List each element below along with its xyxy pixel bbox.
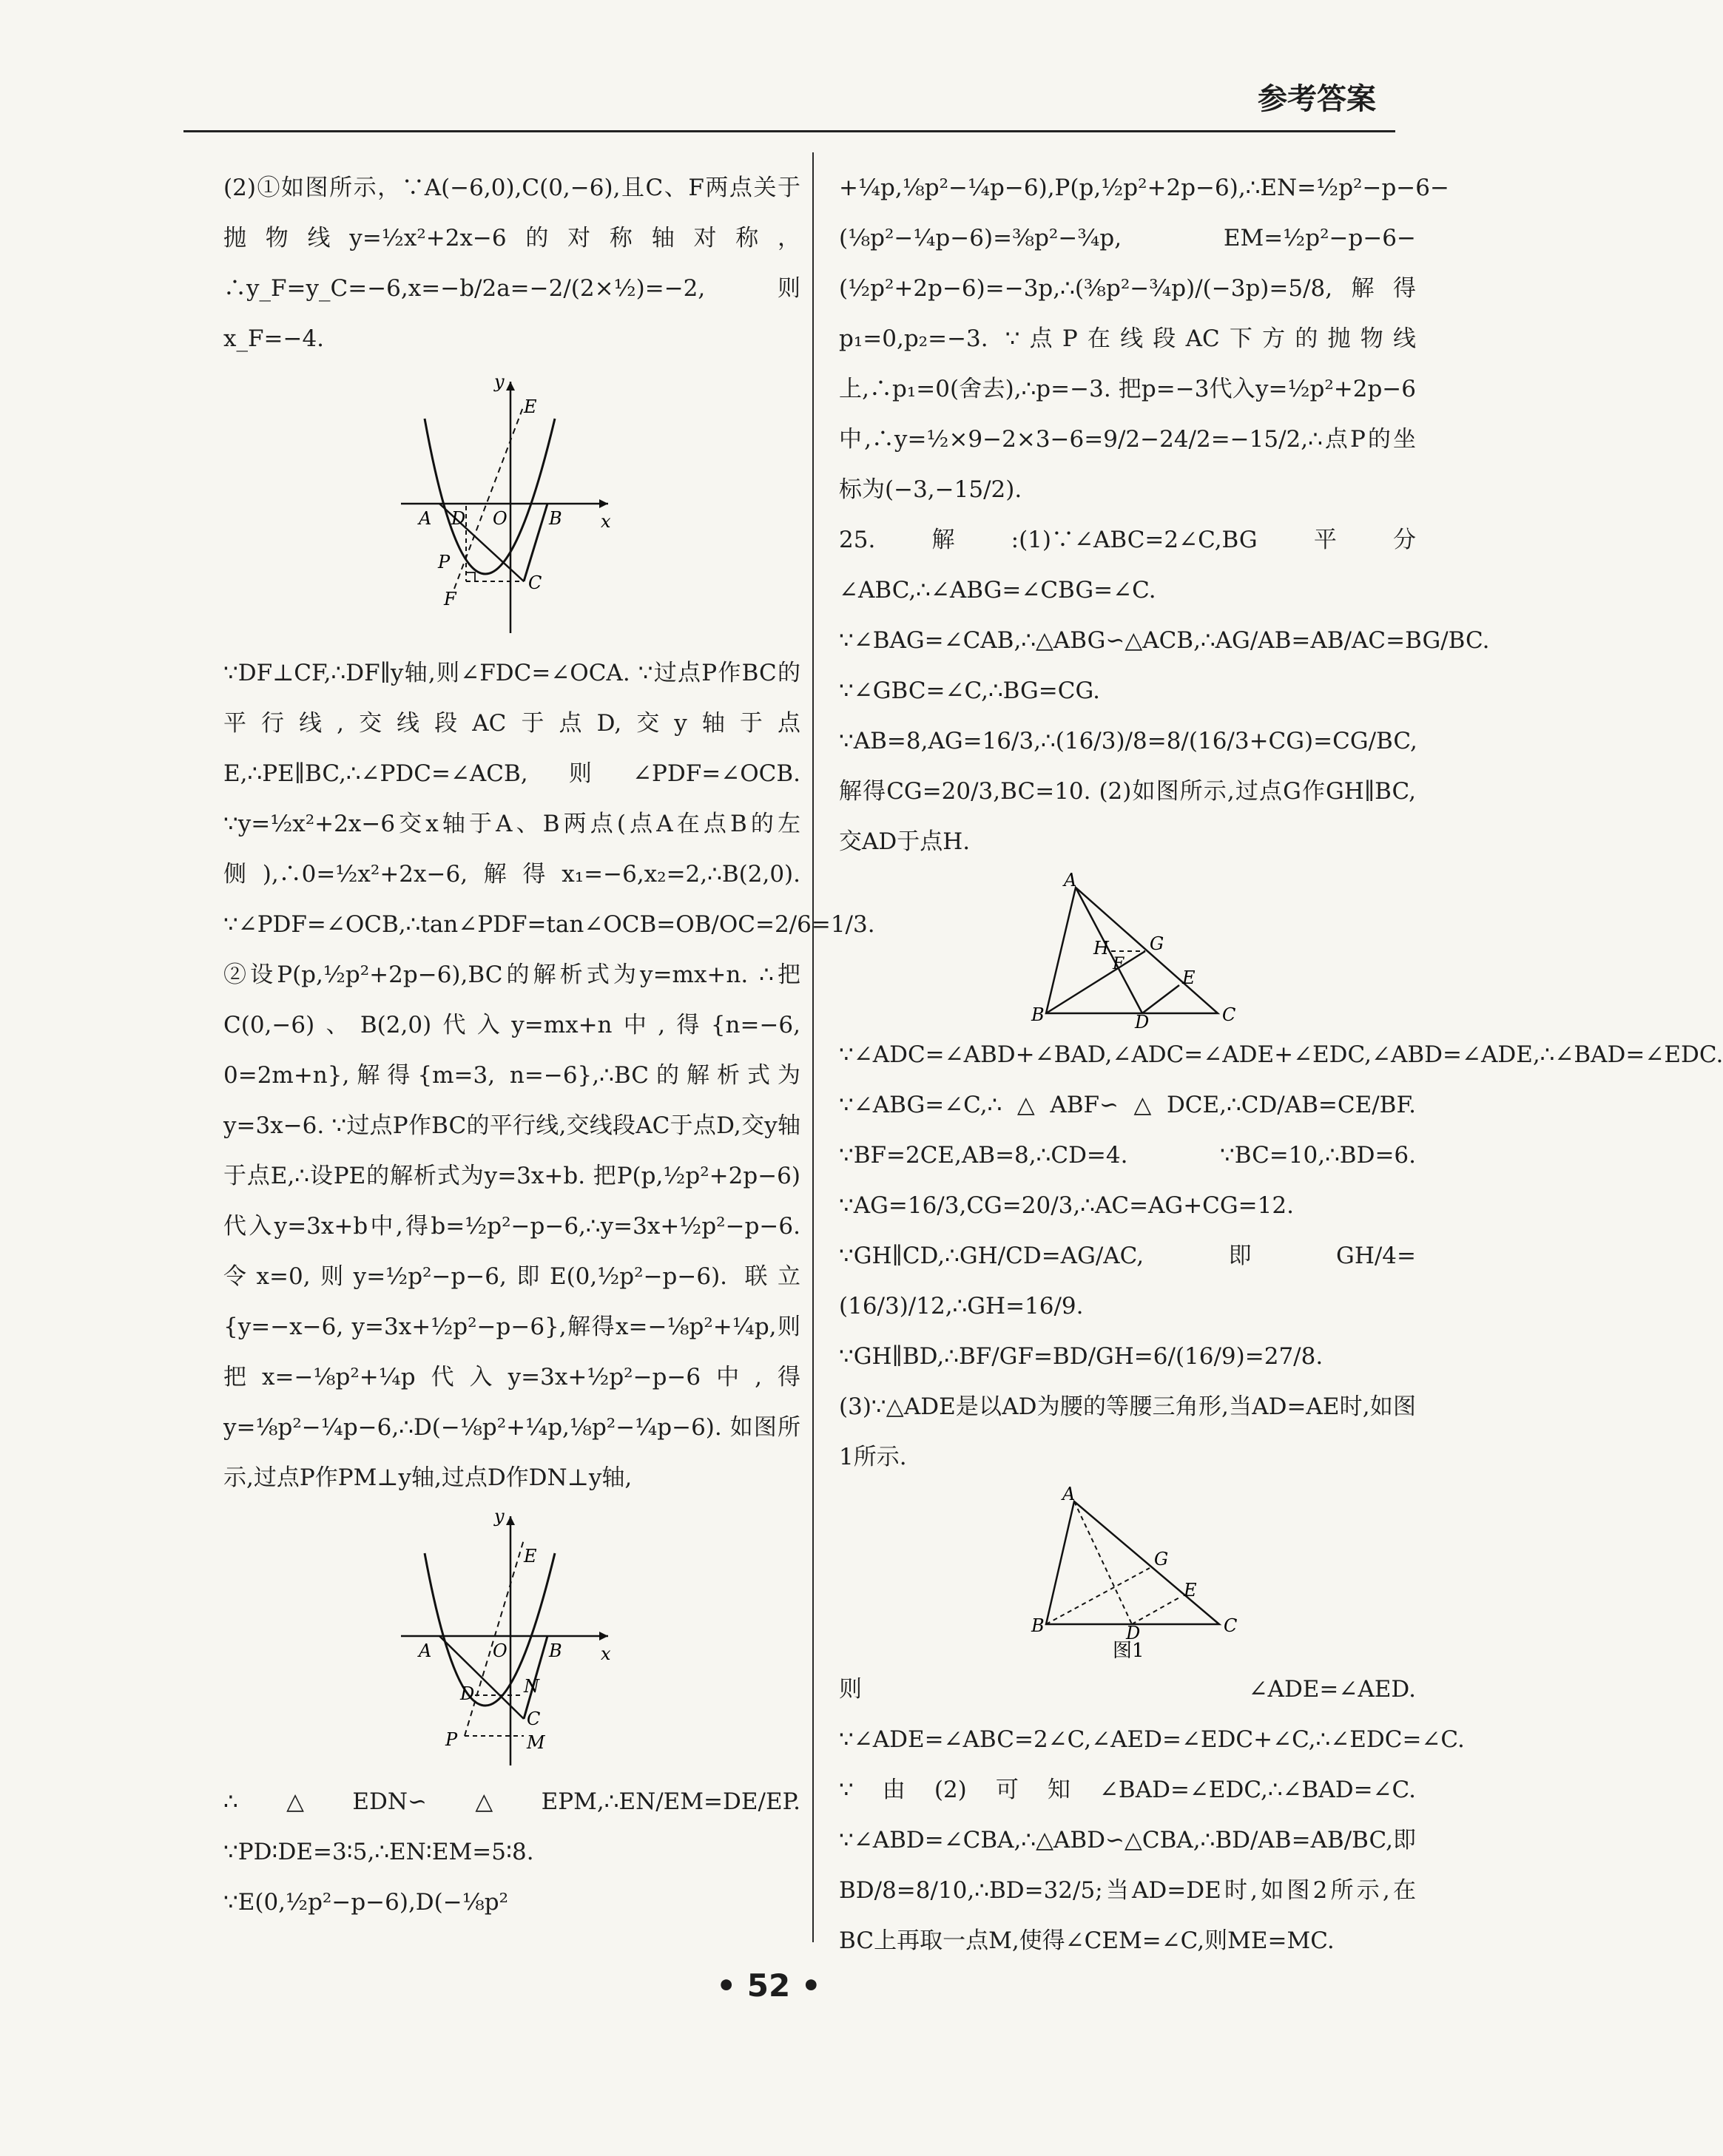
left-column bbox=[223, 163, 875, 1927]
fig2-label-n: N bbox=[524, 1676, 539, 1697]
fig2-label-b: B bbox=[549, 1640, 562, 1661]
triangle-figure-1 bbox=[1031, 1484, 1268, 1662]
header-rule bbox=[183, 130, 1395, 132]
page-header-title: 参考答案 bbox=[1258, 82, 1376, 116]
fig4-label-a: A bbox=[1062, 1484, 1076, 1504]
fig4-label-e: E bbox=[1184, 1580, 1197, 1601]
fig1-label-p: P bbox=[438, 552, 451, 572]
right-column bbox=[839, 163, 1723, 1966]
fig3-label-c: C bbox=[1222, 1004, 1236, 1025]
fig1-label-o: O bbox=[493, 508, 508, 529]
fig3-label-f: F bbox=[1113, 955, 1124, 973]
fig1-label-f: F bbox=[444, 589, 456, 609]
fig2-label-c: C bbox=[527, 1709, 541, 1729]
left-paragraph-4: ∴△EDN∽△EPM,∴EN/EM=DE/EP. ∵PD∶DE=3∶5,∴EN∶EM=5∶8. ∵E(0,½p²−p−6),D(−⅛p² bbox=[223, 1788, 800, 1916]
fig3-label-e: E bbox=[1182, 967, 1196, 988]
parabola-figure-1 bbox=[394, 371, 616, 641]
fig3-label-h: H bbox=[1093, 938, 1109, 959]
fig2-label-d: D bbox=[460, 1683, 475, 1704]
fig2-label-p: P bbox=[445, 1729, 458, 1750]
fig1-label-b: B bbox=[549, 508, 562, 529]
triangle-figure bbox=[1031, 870, 1268, 1033]
fig4-caption: 图1 bbox=[1113, 1640, 1144, 1662]
left-paragraph-1: (2)①如图所示，∵A(−6,0),C(0,−6),且C、F两点关于抛物线y=½x²+2x−6的对称轴对称，∴y_F=y_C=−6,x=−b/2a=−2/(2×½)=−2,则x_F=−4. bbox=[223, 175, 800, 352]
parabola-figure-2 bbox=[394, 1506, 616, 1769]
fig4-label-b: B bbox=[1031, 1615, 1045, 1636]
right-paragraph-3: ∵∠ADC=∠ABD+∠BAD,∠ADC=∠ADE+∠EDC,∠ABD=∠ADE,∴∠BAD=∠EDC. ∵∠ABG=∠C,∴△ABF∽△DCE,∴CD/AB=CE/BF. ∵BF=2CE,AB=8,∴CD=4. ∵BC=10,∴BD=6. ∵AG=16/3,CG=20/3,∴AC=AG+CG=12. ∵GH∥CD,∴GH/CD=AG/AC,即GH/4=(16/3)/12,∴GH=16/9. ∵GH∥BD,∴BF/GF=BD/GH=6/(16/9)=27/8. (3)∵△ADE是以AD为腰的等腰三角形,当AD=AE时,如图1所示. bbox=[839, 1041, 1723, 1470]
fig3-label-b: B bbox=[1031, 1004, 1045, 1025]
problem-25-paragraph: 25.解:(1)∵∠ABC=2∠C,BG平分∠ABC,∴∠ABG=∠CBG=∠C. ∵∠BAG=∠CAB,∴△ABG∽△ACB,∴AG/AB=AB/AC=BG/BC. ∵∠GBC=∠C,∴BG=CG. ∵AB=8,AG=16/3,∴(16/3)/8=8/(16/3+CG)=CG/BC,解得CG=20/3,BC=10. (2)如图所示,过点G作GH∥BC,交AD于点H. bbox=[839, 527, 1490, 855]
page-number: • 52 • bbox=[716, 1967, 821, 2004]
fig1-label-y: y bbox=[494, 371, 505, 392]
fig1-label-d: D bbox=[451, 508, 466, 529]
right-paragraph-4: 则∠ADE=∠AED. ∵∠ADE=∠ABC=2∠C,∠AED=∠EDC+∠C,∴∠EDC=∠C. ∵由(2)可知∠BAD=∠EDC,∴∠BAD=∠C. ∵∠ABD=∠CBA,∴△ABD∽△CBA,∴BD/AB=AB/BC,即BD/8=8/10,∴BD=32/5;当AD=DE时,如图2所示,在BC上再取一点M,使得∠CEM=∠C,则ME=MC. bbox=[839, 1676, 1465, 1954]
fig1-label-c: C bbox=[528, 572, 542, 593]
fig1-label-x: x bbox=[601, 511, 611, 532]
fig2-label-o: O bbox=[493, 1640, 508, 1661]
fig2-label-e: E bbox=[524, 1546, 537, 1567]
fig4-label-d: D bbox=[1126, 1623, 1141, 1643]
fig4-label-g: G bbox=[1154, 1549, 1169, 1569]
fig4-label-c: C bbox=[1224, 1615, 1238, 1636]
left-paragraph-3: ②设P(p,½p²+2p−6),BC的解析式为y=mx+n. ∴把C(0,−6)、B(2,0)代入y=mx+n中,得{n=−6, 0=2m+n},解得{m=3, n=−6},∴BC的解析式为y=3x−6. ∵过点P作BC的平行线,交线段AC于点D,交y轴于点E,∴设PE的解析式为y=3x+b. 把P(p,½p²+2p−6)代入y=3x+b中,得b=½p²−p−6,∴y=3x+½p²−p−6. 令x=0,则y=½p²−p−6,即E(0,½p²−p−6). 联立{y=−x−6, y=3x+½p²−p−6},解得x=−⅛p²+¼p,则把x=−⅛p²+¼p代入y=3x+½p²−p−6中,得y=⅛p²−¼p−6,∴D(−⅛p²+¼p,⅛p²−¼p−6). 如图所示,过点P作PM⊥y轴,过点D作DN⊥y轴, bbox=[223, 962, 800, 1491]
fig2-label-a: A bbox=[419, 1640, 432, 1661]
fig1-label-a: A bbox=[419, 508, 432, 529]
fig3-label-a: A bbox=[1064, 870, 1077, 891]
fig2-label-x: x bbox=[601, 1643, 611, 1664]
fig1-label-e: E bbox=[524, 396, 537, 417]
right-paragraph-1: +¼p,⅛p²−¼p−6),P(p,½p²+2p−6),∴EN=½p²−p−6−(⅛p²−¼p−6)=⅜p²−¾p, EM=½p²−p−6−(½p²+2p−6)=−3p,∴(⅜p²−¾p)/(−3p)=5/8,解得p₁=0,p₂=−3. ∵点P在线段AC下方的抛物线上,∴p₁=0(舍去),∴p=−3. 把p=−3代入y=½p²+2p−6中,∴y=½×9−2×3−6=9/2−24/2=−15/2,∴点P的坐标为(−3,−15/2). bbox=[839, 175, 1449, 503]
fig2-label-y: y bbox=[494, 1506, 505, 1527]
column-divider bbox=[812, 152, 814, 1942]
fig2-label-m: M bbox=[527, 1732, 545, 1753]
fig3-label-d: D bbox=[1135, 1012, 1150, 1033]
fig3-label-g: G bbox=[1150, 933, 1164, 954]
left-paragraph-2: ∵DF⊥CF,∴DF∥y轴,则∠FDC=∠OCA. ∵过点P作BC的平行线,交线段AC于点D,交y轴于点E,∴PE∥BC,∴∠PDC=∠ACB,则∠PDF=∠OCB. ∵y=½x²+2x−6交x轴于A、B两点(点A在点B的左侧),∴0=½x²+2x−6,解得x₁=−6,x₂=2,∴B(2,0). ∵∠PDF=∠OCB,∴tan∠PDF=tan∠OCB=OB/OC=2/6=1/3. bbox=[223, 660, 875, 938]
